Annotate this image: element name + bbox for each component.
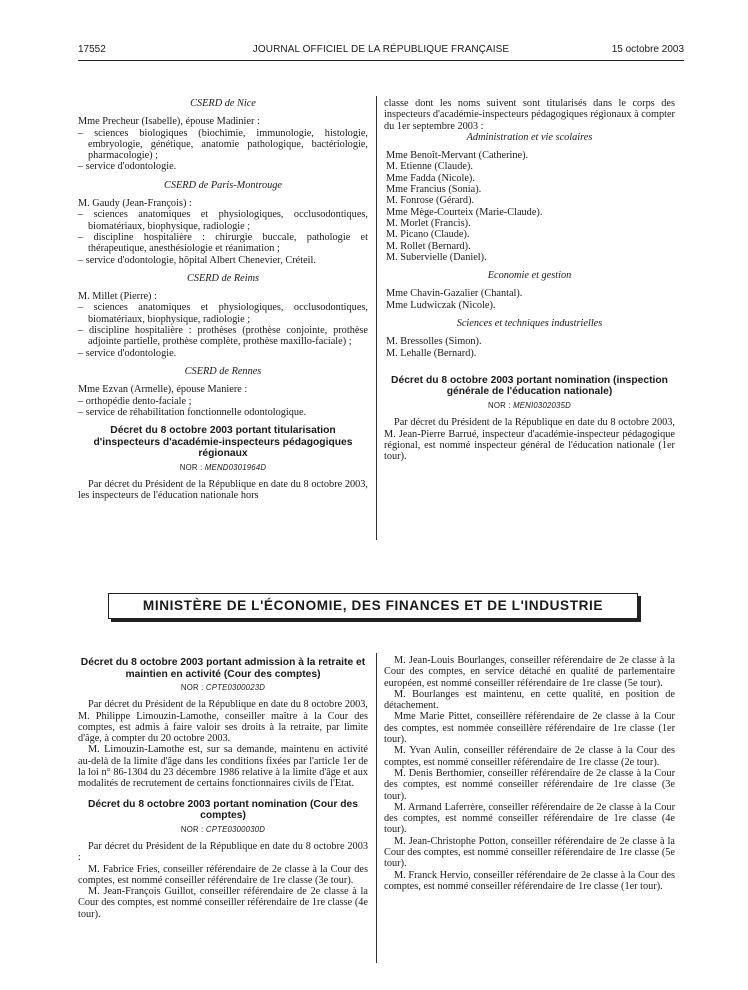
paragraph: M. Jean-Christophe Potton, conseiller référendaire de 2e classe à la Cour des comptes, est nommé conseiller référendaire de 1re classe (5e tour). xyxy=(384,835,675,870)
paragraph: M. Jean-Louis Bourlanges, conseiller référendaire de 2e classe à la Cour des comptes, en service détaché en qualité de parlementaire européen, est nommé conseiller référendaire de 1re classe (5e tour). xyxy=(384,655,675,689)
paragraph: M. Denis Berthomier, conseiller référendaire de 2e classe à la Cour des comptes, est nommé conseiller référendaire de 1re classe (3e tour). xyxy=(384,767,675,802)
list-item: – sciences biologiques (biochimie, immunologie, histologie, embryologie, génétique, anatomie pathologique, bactériologie, pharmacologie) ; xyxy=(78,128,368,162)
list-item: M. Rollet (Bernard). xyxy=(386,240,471,252)
column-divider-top xyxy=(376,96,377,540)
column-left-bottom xyxy=(78,655,368,920)
nor-label: NOR : xyxy=(179,462,203,472)
paragraph: M. Bourlanges est maintenu, en cette qualité, en position de détachement. xyxy=(384,688,675,712)
ministry-banner: MINISTÈRE DE L'ÉCONOMIE, DES FINANCES ET DE L'INDUSTRIE xyxy=(108,593,638,619)
nor-label: NOR : xyxy=(180,824,204,834)
list-item: M. Morlet (Francis). xyxy=(386,217,471,229)
nor-label: NOR : xyxy=(488,400,511,410)
column-right-top xyxy=(384,98,675,462)
nor-label: NOR : xyxy=(180,683,204,692)
section-heading-admin: Administration et vie scolaires xyxy=(466,131,593,143)
paragraph: Mme Marie Pittet, conseillère référendaire de 2e classe à la Cour des comptes, est nommée conseillère référendaire de 1re classe (1er tour). xyxy=(384,711,675,746)
list-item: – orthopédie dento-faciale ; xyxy=(78,396,368,407)
decree-title-retraite: Décret du 8 octobre 2003 portant admission à la retraite et maintien en activité (Cour des comptes) xyxy=(80,657,366,680)
person-paris: M. Gaudy (Jean-François) : xyxy=(78,198,192,210)
list-nice xyxy=(78,128,368,173)
nor-value: CPTE0300030D xyxy=(205,824,266,834)
column-divider-bottom xyxy=(376,653,377,963)
person-nice: Mme Precheur (Isabelle), épouse Madinier : xyxy=(78,116,260,128)
list-item: M. Lehalle (Bernard). xyxy=(386,347,477,359)
person-reims: M. Millet (Pierre) : xyxy=(78,291,157,303)
paragraph: M. Jean-François Guillot, conseiller référendaire de 2e classe à la Cour des comptes, est nommé conseiller référendaire de 1re classe (4e tour). xyxy=(78,886,368,920)
list-item: Mme Benoît-Mervant (Catherine). xyxy=(386,150,529,162)
paragraph: M. Franck Hervio, conseiller référendaire de 2e classe à la Cour des comptes, est nommé conseiller référendaire de 1re classe (1er tour). xyxy=(384,869,675,892)
list-item: M. Etienne (Claude). xyxy=(386,161,473,173)
decree-title-titularisation: Décret du 8 octobre 2003 portant titularisation d'inspecteurs d'académie-inspecteurs pédagogiques régionaux xyxy=(93,425,353,460)
page-number: 17552 xyxy=(78,44,106,55)
list-item: M. Fonrose (Gérard). xyxy=(386,195,475,207)
list-paris xyxy=(78,209,368,265)
list-item: – discipline hospitalière : chirurgie buccale, pathologie et thérapeutique, anesthésiologie et réanimation ; xyxy=(78,232,368,255)
list-item: – sciences anatomiques et physiologiques, occlusodontiques, biomatériaux, biophysique, radiologie ; xyxy=(78,302,368,325)
paragraph: M. Yvan Aulin, conseiller référendaire de 2e classe à la Cour des comptes, est nommé conseiller référendaire de 1re classe (2e tour). xyxy=(384,745,675,768)
paragraph: M. Fabrice Fries, conseiller référendaire de 2e classe à la Cour des comptes, est nommé conseiller référendaire de 1re classe (3e tour). xyxy=(78,863,368,886)
list-item: M. Bressolles (Simon). xyxy=(386,336,482,348)
section-heading-paris: CSERD de Paris-Montrouge xyxy=(163,179,283,191)
decree-title-nomination: Décret du 8 octobre 2003 portant nomination (Cour des comptes) xyxy=(87,798,359,822)
journal-title: JOURNAL OFFICIEL DE LA RÉPUBLIQUE FRANÇAISE xyxy=(252,44,510,55)
nor-value: MENI0302035D xyxy=(513,400,571,410)
paragraph: M. Armand Laferrère, conseiller référendaire de 2e classe à la Cour des comptes, est nommé conseiller référendaire de 1re classe (4e tour). xyxy=(384,801,675,836)
list-item: M. Subervielle (Daniel). xyxy=(386,251,487,263)
list-item: – service d'odontologie, hôpital Albert Chenevier, Créteil. xyxy=(78,255,368,266)
nor-value: MEND0301964D xyxy=(204,462,267,472)
decree-text: Par décret du Président de la République en date du 8 octobre 2003, les inspecteurs de l'éducation nationale hors xyxy=(78,478,368,502)
list-reims xyxy=(78,302,368,358)
paragraph: M. Limouzin-Lamothe est, sur sa demande, maintenu en activité au-delà de la limite d'âge dans les conditions fixées par l'article 1er de la loi n° 86-1304 du 23 décembre 1986 relative à la limite d'âge et aux modalités de recrutement de certains fonctionnaires civils de l'Etat. xyxy=(78,744,368,790)
nor-value: CPTE0300023D xyxy=(205,683,266,692)
person-rennes: Mme Ezvan (Armelle), épouse Maniere : xyxy=(78,384,248,396)
page-header xyxy=(78,44,684,58)
section-heading-reims: CSERD de Reims xyxy=(186,272,260,284)
decree-title-inspection: Décret du 8 octobre 2003 portant nomination (inspection générale de l'éducation nationale) xyxy=(391,374,668,398)
paragraph: Par décret du Président de la République en date du 8 octobre 2003 : xyxy=(78,840,368,864)
section-heading-nice: CSERD de Nice xyxy=(190,98,256,109)
list-item: – service de réhabilitation fonctionnelle odontologique. xyxy=(78,407,368,418)
list-rennes xyxy=(78,396,368,419)
section-heading-rennes: CSERD de Rennes xyxy=(184,365,262,377)
nor-reference xyxy=(78,462,368,473)
list-item: M. Picano (Claude). xyxy=(386,229,470,241)
decree-text: Par décret du Président de la République en date du 8 octobre 2003, M. Jean-Pierre Barrué, inspecteur d'académie-inspecteur pédagogique régional, est nommé inspecteur général de l'éducation nationale (1er tour). xyxy=(384,417,675,463)
names-sci xyxy=(384,336,675,359)
list-item: Mme Fadda (Nicole). xyxy=(386,172,475,184)
names-eco xyxy=(384,288,675,311)
section-heading-sci: Sciences et techniques industrielles xyxy=(456,318,603,330)
nor-reference xyxy=(384,400,675,411)
nor-reference xyxy=(78,682,368,693)
list-item: – service d'odontologie. xyxy=(78,348,368,359)
list-item: – discipline hospitalière : prothèses (prothèse conjointe, prothèse adjointe partielle, prothèse complète, prothèse maxillo-faciale) ; xyxy=(78,325,368,348)
list-item: – sciences anatomiques et physiologiques, occlusodontiques, biomatériaux, biophysique, radiologie ; xyxy=(78,209,368,232)
list-item: Mme Francius (Sonia). xyxy=(386,184,482,196)
list-item: – service d'odontologie. xyxy=(78,161,368,172)
list-item: Mme Ludwiczak (Nicole). xyxy=(386,299,496,311)
nor-reference xyxy=(78,824,368,835)
section-heading-eco: Economie et gestion xyxy=(487,270,572,282)
list-item: Mme Chavin-Gazalier (Chantal). xyxy=(386,288,523,300)
header-rule xyxy=(78,60,684,61)
decree-continuation: classe dont les noms suivent sont titularisés dans le corps des inspecteurs d'académie-inspecteurs pédagogiques régionaux à compter du 1er septembre 2003 : xyxy=(384,98,675,132)
column-right-bottom xyxy=(384,655,675,892)
names-admin xyxy=(384,150,675,263)
list-item: Mme Mège-Courteix (Marie-Claude). xyxy=(386,206,543,218)
issue-date: 15 octobre 2003 xyxy=(611,44,684,55)
column-left-top xyxy=(78,98,368,502)
paragraph: Par décret du Président de la République en date du 8 octobre 2003, M. Philippe Limouzin-Lamothe, conseiller maître à la Cour des comptes, est admis à faire valoir ses droits à la retraite, par limite d'âge, à compter du 20 octobre 2003. xyxy=(78,699,368,745)
